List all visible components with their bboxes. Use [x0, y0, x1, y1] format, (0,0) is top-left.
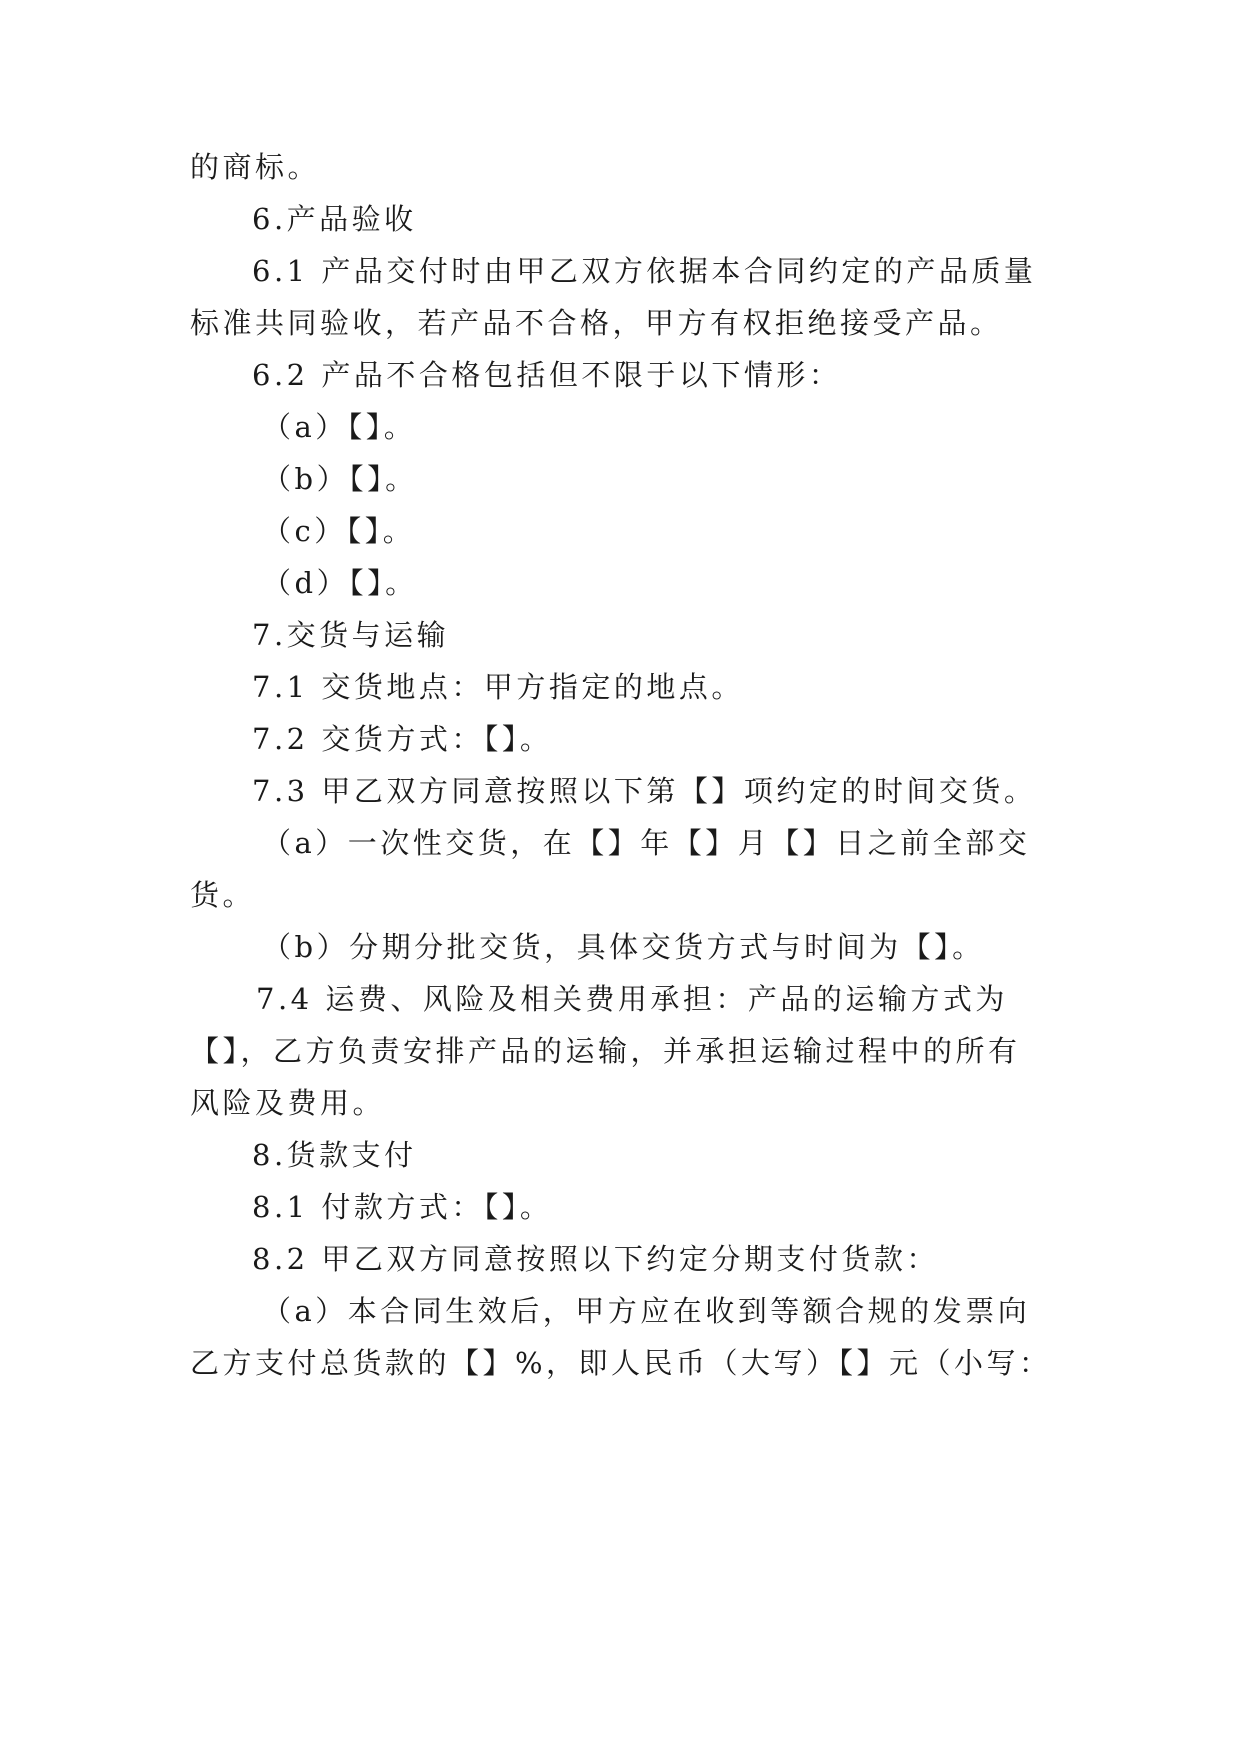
text-line: 乙方支付总货款的【】%，即人民币（大写）【】元（小写：: [190, 1346, 1052, 1380]
text-line: 6.2 产品不合格包括但不限于以下情形：: [252, 358, 842, 392]
section-heading: 8.货款支付: [252, 1138, 417, 1172]
text-line: 【】，乙方负责安排产品的运输，并承担运输过程中的所有: [190, 1034, 1021, 1068]
section-heading: 7.交货与运输: [252, 618, 450, 652]
list-item: （c）【】。: [262, 514, 416, 548]
list-item: （b）分期分批交货，具体交货方式与时间为【】。: [262, 930, 985, 964]
text-line: 8.2 甲乙双方同意按照以下约定分期支付货款：: [252, 1242, 939, 1276]
text-line: 风险及费用。: [190, 1086, 386, 1120]
text-line: 7.4 运费、风险及相关费用承担：产品的运输方式为: [256, 982, 1008, 1016]
text-line: 8.1 付款方式：【】。: [252, 1190, 553, 1224]
list-item: （a）一次性交货，在【】年【】月【】日之前全部交: [262, 826, 1031, 860]
list-item: （a）本合同生效后，甲方应在收到等额合规的发票向: [262, 1294, 1031, 1328]
list-item: （d）【】。: [262, 566, 418, 600]
text-line: 货。: [190, 878, 256, 912]
text-line: 7.2 交货方式：【】。: [252, 722, 553, 756]
text-line: 7.1 交货地点：甲方指定的地点。: [252, 670, 744, 704]
text-line: 6.1 产品交付时由甲乙双方依据本合同约定的产品质量: [252, 254, 1037, 288]
text-line: 标准共同验收，若产品不合格，甲方有权拒绝接受产品。: [190, 306, 1003, 340]
list-item: （a）【】。: [262, 410, 417, 444]
text-line: 7.3 甲乙双方同意按照以下第【】项约定的时间交货。: [252, 774, 1037, 808]
text-line: 的商标。: [190, 150, 321, 184]
list-item: （b）【】。: [262, 462, 418, 496]
section-heading: 6.产品验收: [252, 202, 417, 236]
